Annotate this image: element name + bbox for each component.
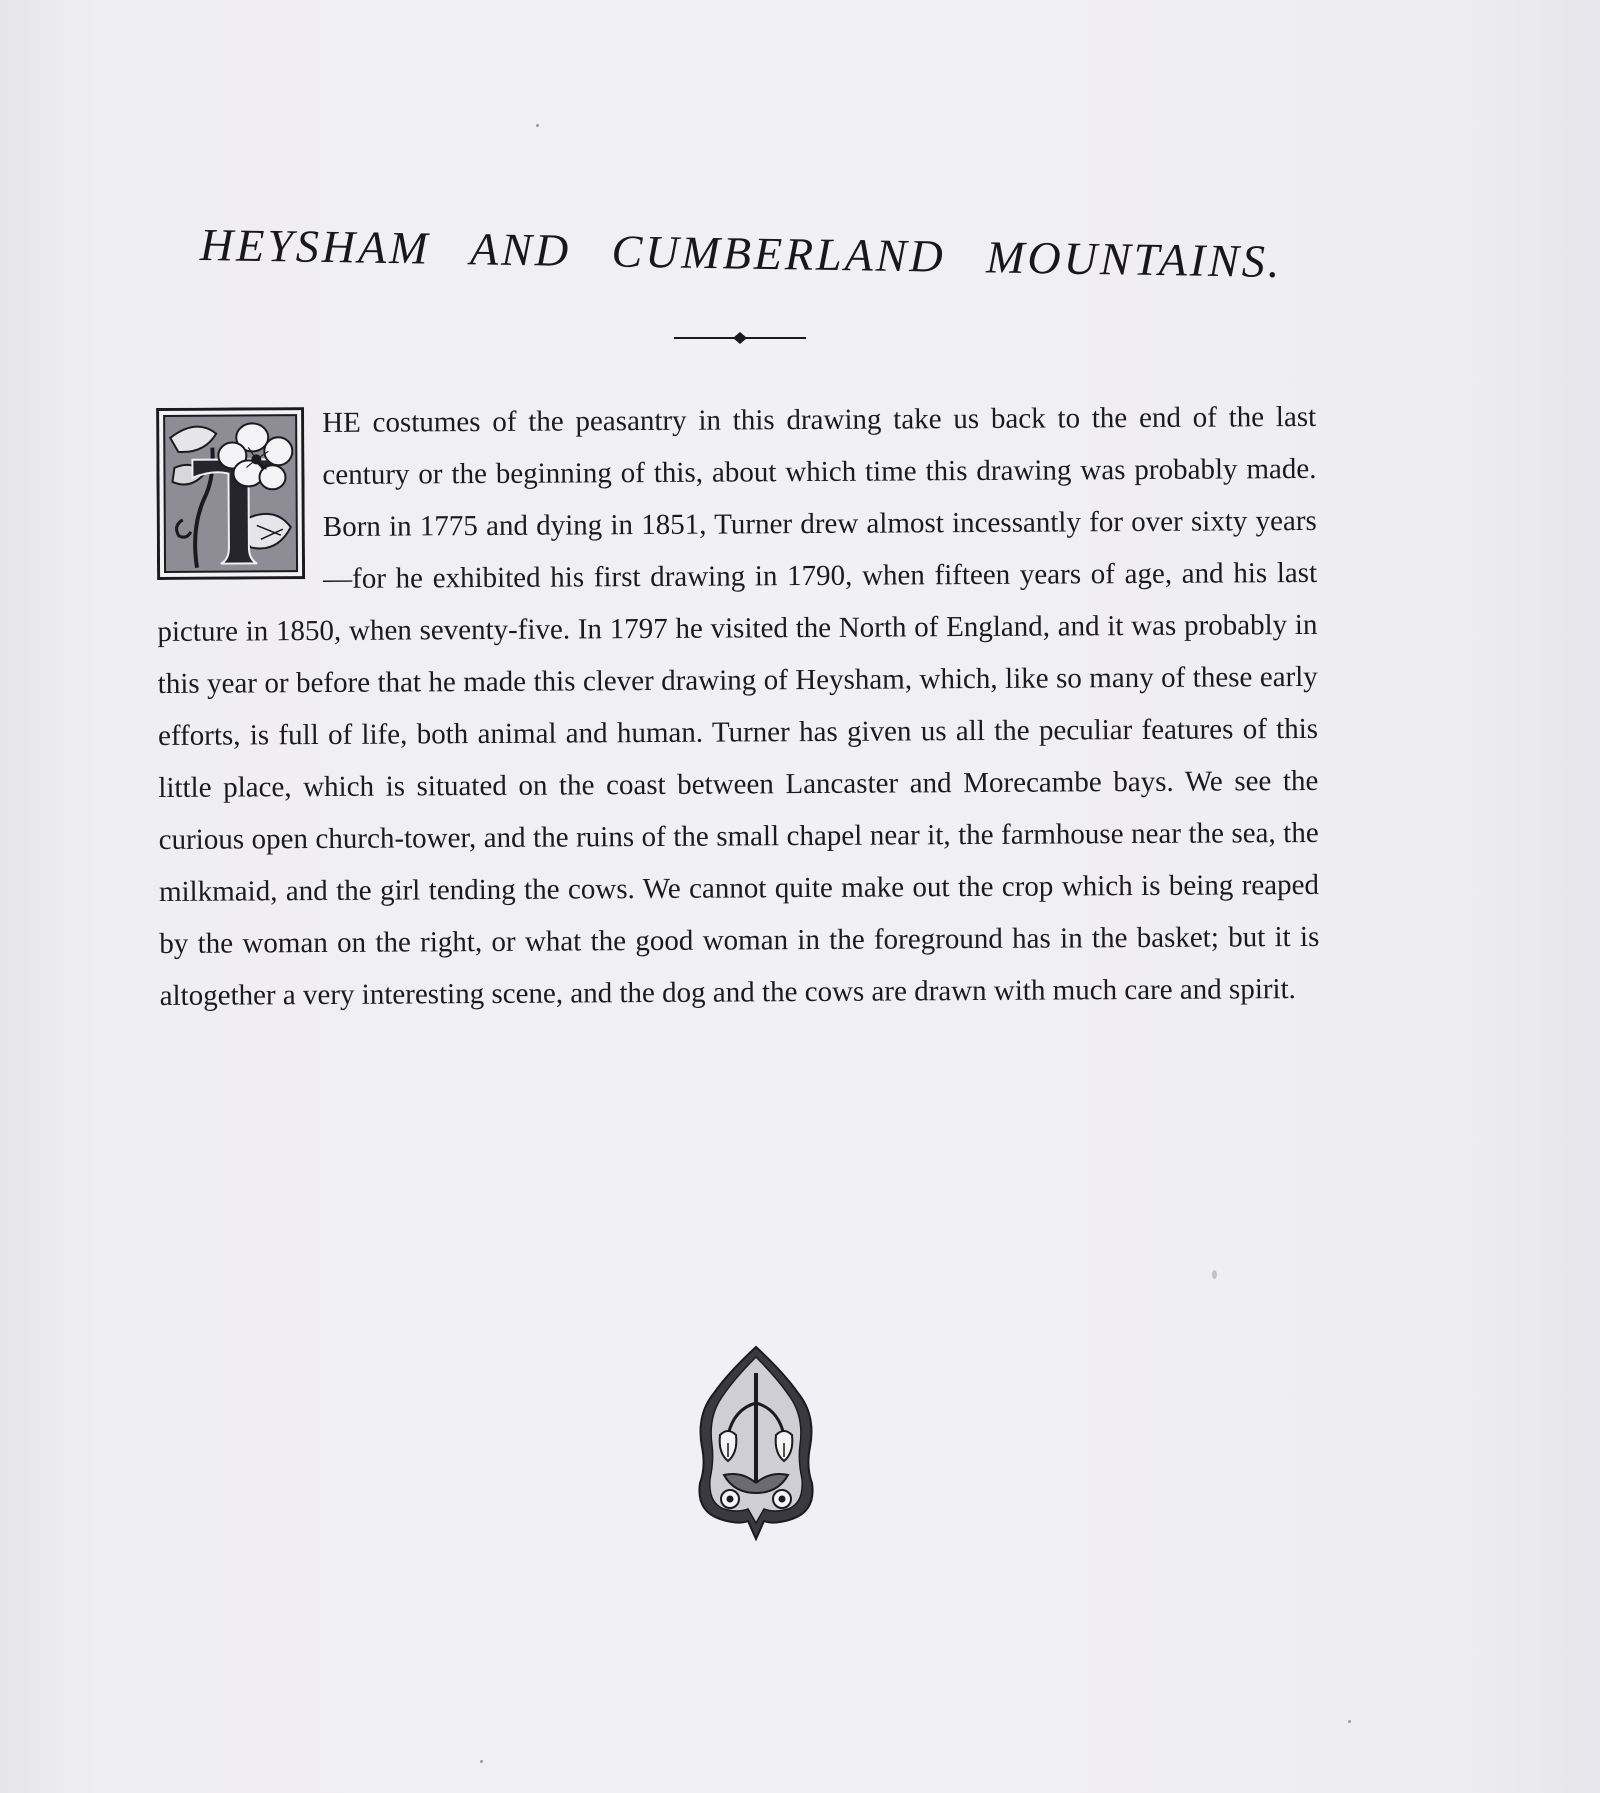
paper-speck: [480, 1760, 483, 1763]
floral-initial-t-icon: [156, 407, 305, 580]
paper-speck: [1212, 1270, 1217, 1279]
diamond-rule-icon: [670, 328, 810, 352]
page-title: HEYSHAM AND CUMBERLAND MOUNTAINS.: [199, 219, 1283, 288]
paper-speck: [536, 124, 539, 127]
body-paragraph: [156, 391, 1320, 1022]
paper-speck: [1348, 1720, 1351, 1723]
body-text: HE costumes of the peasantry in this drawing take us back to the end of the last century or the beginning of this, about which time this drawing was probably made. Born in 1775 and dying in 1851, Turner drew almost incessantly for over sixty years—for he exhibited his first drawing in 1790, when fifteen years of age, and his last picture in 1850, when seventy-five. In 1797 he visited the North of England, and it was probably in this year or before that he made this clever drawing of Heysham, which, like so many of these early efforts, is full of life, both animal and human. Turner has given us all the peculiar features of this little place, which is situated on the coast between Lancaster and Morecambe bays. We see the curious open church-tower, and the ruins of the small chapel near it, the farmhouse near the sea, the milkmaid, and the girl tending the cows. We cannot quite make out the crop which is being reaped by the woman on the right, or what the good woman in the foreground has in the basket; but it is altogether a very interesting scene, and the dog and the cows are drawn with much care and spirit.: [157, 400, 1320, 1012]
snowdrop-ornament-icon: [694, 1343, 818, 1547]
